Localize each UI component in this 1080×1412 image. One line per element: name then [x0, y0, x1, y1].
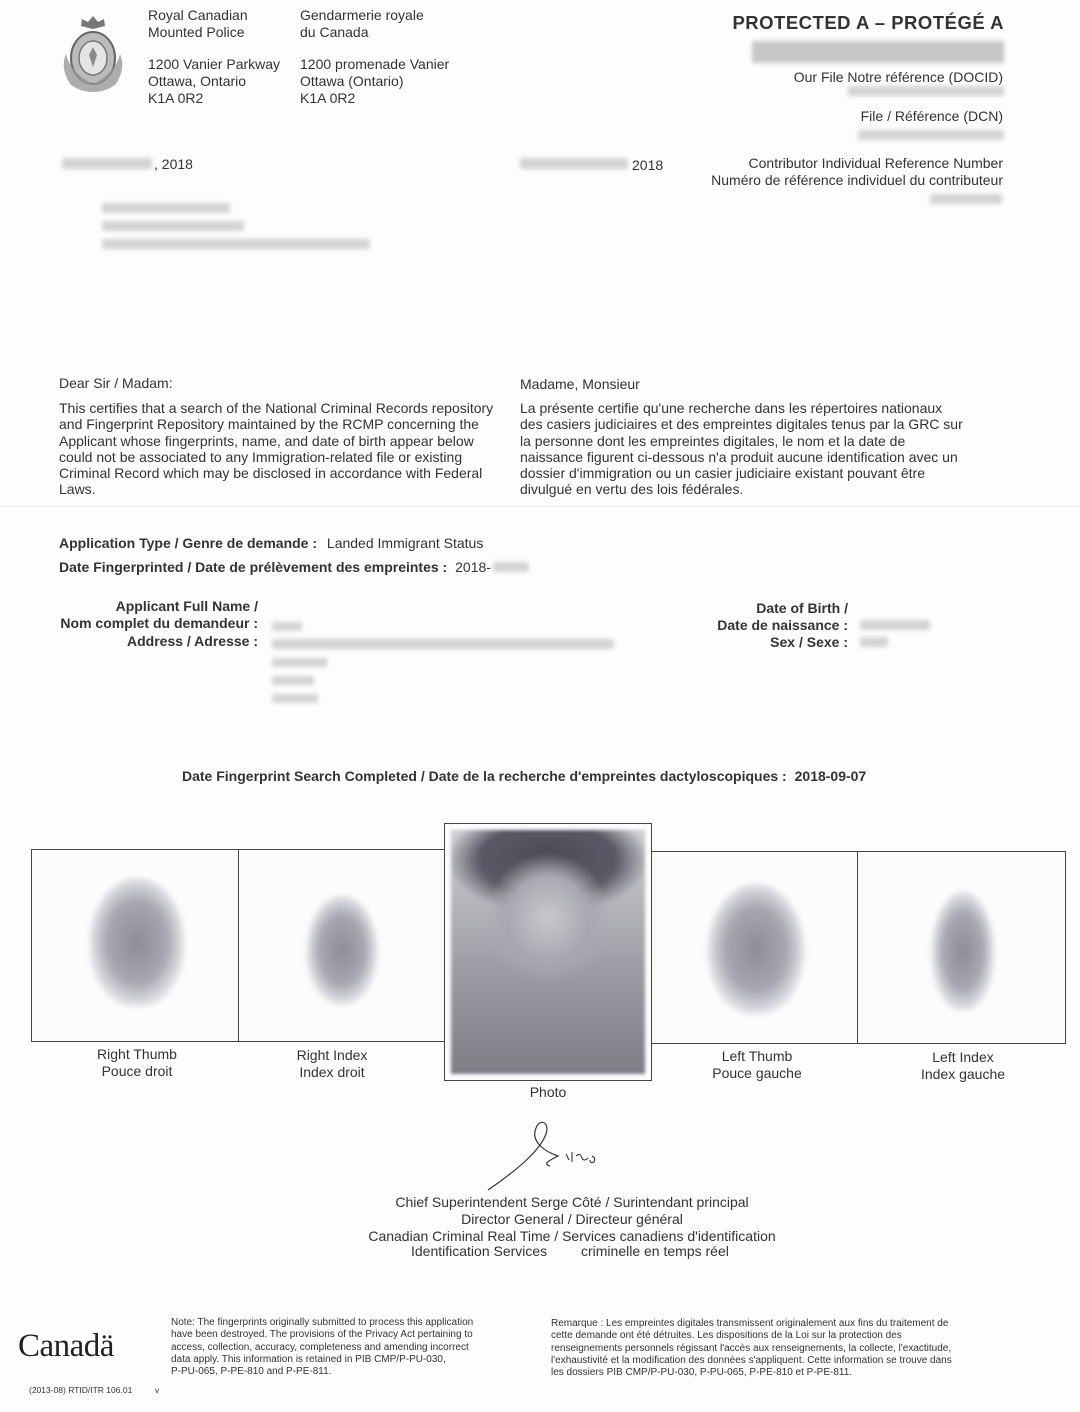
org-name-fr-2: du Canada: [300, 24, 369, 40]
our-file-label: Our File Notre référence (DOCID): [793, 69, 1003, 85]
recipient-address: [102, 200, 370, 254]
org-name-en-1: Royal Canadian: [148, 7, 248, 23]
application-type-label: Application Type / Genre de demande :: [59, 535, 318, 551]
file-reference-label: File / Référence (DCN): [860, 108, 1003, 124]
date-fingerprinted-value: 2018-: [455, 559, 491, 575]
dob-label-1: Date of Birth /: [756, 600, 848, 616]
redacted-dcn: [858, 130, 1004, 140]
address-fr-3: K1A 0R2: [300, 90, 356, 106]
right-index-label-fr: Index droit: [299, 1064, 365, 1080]
address-fr-1: 1200 promenade Vanier: [300, 56, 450, 72]
dob-label-2: Date de naissance :: [717, 617, 848, 633]
signatory-line-4-fr: criminelle en temps réel: [581, 1243, 729, 1259]
redacted-contributor-number: [930, 194, 1002, 204]
contributor-label-en: Contributor Individual Reference Number: [748, 155, 1003, 171]
rcmp-crest-icon: [58, 14, 128, 94]
right-index-label-en: Right Index: [296, 1047, 368, 1063]
redacted-date-fr: [520, 158, 628, 169]
left-thumb-box: [651, 851, 859, 1044]
signature-icon: [480, 1112, 620, 1194]
applicant-photo-box: [444, 823, 652, 1081]
sex-label: Sex / Sexe :: [770, 634, 848, 650]
right-thumb-box: [31, 849, 239, 1042]
privacy-note-fr: Remarque : Les empreintes digitales transmissent originalement aux fins du traitement de cette demande ont été détruites. Les dispositions de la Loi sur la protection des renseignements personnels régissant l'accès aux renseignements, la collecte, l'exactitude, l'exhaustivité et la modification des données s'appliquent. Cette information se trouve dans les dossiers PIB CMP/P-PU-030, P-PU-065, P-PE-810 et P-PE-811.: [551, 1318, 952, 1379]
salutation-fr: Madame, Monsieur: [520, 376, 640, 392]
address-en-2: Ottawa, Ontario: [148, 73, 247, 89]
left-thumb-label-en: Left Thumb: [721, 1048, 793, 1064]
date-en-year: , 2018: [154, 156, 193, 172]
date-fr-year: 2018: [632, 157, 664, 173]
left-index-label-en: Left Index: [932, 1049, 994, 1065]
left-index-box: [857, 851, 1066, 1044]
certification-text-en: This certifies that a search of the National Criminal Records repository and Fingerprint Repository maintained by the RCMP concerning the Applicant whose fingerprints, name, and date of birth appear below could not be associated to any Immigration-related file or existing Criminal Record which may be disclosed in accordance with Federal Laws.: [59, 400, 494, 498]
privacy-note-en: Note: The fingerprints originally submitted to process this application have been destroyed. The provisions of the Privacy Act pertaining to access, collection, accuracy, completeness and amending incorrect data apply. This information is retained in PIB CMP/P-PU-030, P-PU-065, P-PE-810 and P-PE-811.: [171, 1317, 474, 1378]
address-en-3: K1A 0R2: [148, 90, 204, 106]
left-thumb-label-fr: Pouce gauche: [712, 1065, 802, 1081]
redacted-file-number: [848, 86, 1004, 96]
right-thumb-label-fr: Pouce droit: [101, 1063, 173, 1079]
redacted-docid: [752, 41, 1004, 63]
search-completed-value: 2018-09-07: [794, 768, 867, 784]
salutation-en: Dear Sir / Madam:: [59, 375, 173, 391]
contributor-label-fr: Numéro de référence individuel du contributeur: [711, 172, 1003, 188]
org-name-en-2: Mounted Police: [148, 24, 245, 40]
applicant-name-label-1: Applicant Full Name /: [115, 598, 258, 614]
applicant-photo: [451, 830, 645, 1074]
date-fingerprinted-label: Date Fingerprinted / Date de prélèvement des empreintes :: [59, 559, 448, 575]
photo-label: Photo: [529, 1084, 567, 1100]
fingerprint-right-index-icon: [307, 896, 377, 1004]
fingerprint-left-thumb-icon: [708, 884, 804, 1014]
signatory-line-3: Canadian Criminal Real Time / Services canadiens d'identification: [368, 1228, 776, 1244]
signatory-line-1: Chief Superintendent Serge Côté / Surintendant principal: [395, 1194, 749, 1210]
redacted-dob: [860, 620, 930, 630]
form-version: v: [155, 1385, 160, 1395]
address-label: Address / Adresse :: [127, 633, 258, 649]
redacted-fingerprint-date: [493, 562, 529, 572]
redacted-sex: [860, 637, 888, 647]
signatory-line-2: Director General / Directeur général: [461, 1211, 683, 1227]
redacted-applicant-details: [272, 618, 614, 708]
applicant-name-label-2: Nom complet du demandeur :: [60, 615, 258, 631]
address-fr-2: Ottawa (Ontario): [300, 73, 404, 89]
left-index-label-fr: Index gauche: [920, 1066, 1006, 1082]
signatory-line-4-en: Identification Services: [411, 1243, 548, 1259]
fingerprint-right-thumb-icon: [90, 878, 184, 1006]
right-thumb-label-en: Right Thumb: [97, 1046, 177, 1062]
address-en-1: 1200 Vanier Parkway: [148, 56, 281, 72]
canada-wordmark: Canadä: [18, 1328, 114, 1364]
protected-heading: PROTECTED A – PROTÉGÉ A: [732, 12, 1004, 33]
form-code: (2013-08) RTID/ITR 106.01: [29, 1385, 133, 1395]
right-index-box: [238, 849, 446, 1042]
application-type-value: Landed Immigrant Status: [326, 535, 484, 551]
org-name-fr-1: Gendarmerie royale: [300, 7, 424, 23]
certification-text-fr: La présente certifie qu'une recherche dans les répertoires nationaux des casiers judiciaires et des empreintes digitales tenus par la GRC sur la personne dont les empreintes digitales, le nom et la date de naissance figurent ci-dessous n'a produit aucune identification avec un dossier d'immigration ou un casier judiciaire existant pouvant être divulgué en vertu des lois fédérales.: [520, 400, 963, 498]
search-completed-label: Date Fingerprint Search Completed / Date de la recherche d'empreintes dactyloscopiques :: [182, 768, 787, 784]
fingerprint-left-index-icon: [932, 892, 994, 1010]
redacted-date-en: [62, 158, 152, 169]
